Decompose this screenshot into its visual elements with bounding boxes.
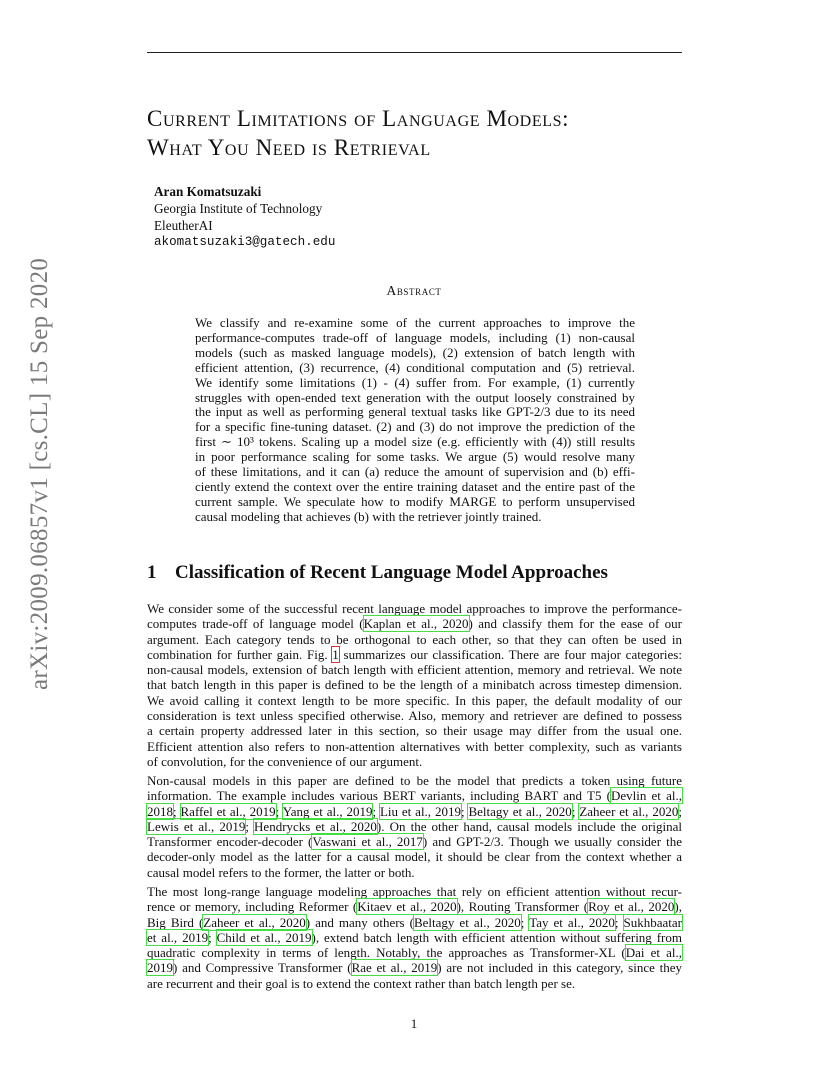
citation-link[interactable]: Devlin et al., [610,788,682,804]
paragraph-line [147,945,682,960]
paragraph-line [147,693,682,708]
page-number: 1 [410,1016,418,1031]
paper-title [147,104,707,162]
text-run: ; [460,803,469,819]
paragraph-line [147,647,682,662]
text-run: ; [245,818,255,834]
text-run: information. The example includes various BERT variants, including BART and T5 ( [147,788,611,804]
text-run: computes trade-off of language model ( [147,616,364,632]
text-run: ; [173,803,181,819]
author-email[interactable]: akomatsuzaki3@gatech.edu [154,235,336,249]
section-number: 1 [147,562,157,583]
text-run: Big Bird ( [147,914,204,930]
text-run: ; [275,803,283,819]
text-run: are recurrent and their goal is to extend the context rather than batch length per se. [147,975,576,991]
text-run: ) and many others ( [305,914,414,930]
paragraph-line [147,723,682,738]
author-name: Aran Komatsuzaki [154,184,262,199]
citation-link[interactable]: Child et al., 2019 [216,929,312,945]
paragraph-line [147,616,682,631]
citation-link[interactable]: Raffel et al., 2019 [180,803,276,819]
body-paragraph [147,773,682,880]
text-run: ; [678,803,682,819]
text-run: consideration is text unless specified otherwise. Also, memory and retriever are defined to possess [147,708,682,724]
text-run: ) are not included in this category, since they [437,960,682,976]
paragraph-line [147,834,682,849]
citation-link[interactable]: Kaplan et al., 2020 [363,616,469,632]
citation-link[interactable]: Kitaev et al., 2020 [357,899,457,915]
text-run: ; [614,914,624,930]
text-run: rence or memory, including Reformer ( [147,899,358,915]
abstract-line: first ∼ 10³ tokens. Scaling up a model size (e.g. efficiently with (4)) still results [195,434,635,450]
arxiv-identifier: arXiv:2009.06857v1 [cs.CL] 15 Sep 2020 [26,257,53,690]
paragraph-line [147,915,682,930]
paragraph-line [147,819,682,834]
citation-link[interactable]: 2019 [147,960,173,976]
body-paragraph [147,601,682,769]
title-line-1: Current Limitations of Language Models: [147,106,570,131]
citation-link[interactable]: 2018 [147,803,173,819]
abstract-line: current sample. We speculate how to modify MARGE to perform unsupervised [195,493,635,509]
paragraph-line [147,976,682,991]
text-run: ), [674,899,682,915]
text-run: ; [571,803,580,819]
paragraph-line [147,899,682,914]
body-paragraph [147,884,682,991]
abstract-body [195,316,635,525]
text-run: decoder-only model as the latter for a causal model, it should be clear from the context whether a [147,849,682,865]
abstract-line: of these limitations, and it can (a) reduce the amount of supervision and (b) effi- [195,464,635,480]
paragraph-line [147,677,682,692]
title-line-2: What You Need is Retrieval [147,135,431,160]
abstract-line: We identify some limitations (1) - (4) suffer from. For example, (1) currently [195,374,635,390]
text-run: non-causal models, extension of batch length with efficient attention, memory and retrieval. We note [147,662,682,678]
citation-link[interactable]: Sukhbaatar [623,914,682,930]
paragraph-line [147,788,682,803]
abstract-line: models (such as masked language models), (2) extension of batch length with [195,344,635,360]
top-rule [147,52,682,53]
text-run: combination for further gain. Fig. [147,646,333,662]
abstract-line: struggles with open-ended text generation with the output loosely constrained by [195,389,635,405]
text-run: ; [520,914,530,930]
citation-link[interactable]: Beltagy et al., 2020 [413,914,521,930]
paragraph-line [147,739,682,754]
text-run: ; [208,929,217,945]
paragraph-line [147,632,682,647]
arxiv-side-stamp [26,257,53,690]
abstract-heading: Abstract [386,283,442,298]
abstract-line: causal modeling that achieves (b) with the retriever jointly trained. [195,508,542,524]
citation-link[interactable]: Zaheer et al., 2020 [203,914,306,930]
citation-link[interactable]: Dai et al., [625,945,682,961]
text-run: ) and classify them for the ease of our [468,616,682,632]
text-run: quadratic complexity in terms of length. Notably, the approaches as Transformer-XL ( [147,945,626,961]
paragraph-line [147,804,682,819]
text-run: Transformer encoder-decoder ( [147,834,313,850]
citation-link[interactable]: Roy et al., 2020 [588,899,675,915]
text-run: argument. Each category tends to be orthogonal to each other, so that they can often be used in [147,631,682,647]
text-run: ). On the other hand, causal models include the original [376,818,682,834]
text-run: ), extend batch length with efficient attention without suffering from [311,929,682,945]
text-run: a certain property addressed later in this section, so their usage may differ from the usual one. [147,723,682,739]
text-run: ; [372,803,380,819]
citation-link[interactable]: Zaheer et al., 2020 [579,803,679,819]
abstract-line: the input as well as performing general textual tasks like GPT-2/3 due to its need [195,404,635,420]
citation-link[interactable]: Yang et al., 2019 [282,803,373,819]
text-run: Efficient attention also refers to non-attention alternatives with better complexity, such as variants [147,738,682,754]
abstract-line: performance-computes trade-off of language models, including (1) non-causal [195,329,635,345]
text-run: ) and GPT-2/3. Though we usually consider the [422,834,682,850]
text-run: causal model refers to the former, the latter or both. [147,864,415,880]
section-heading [147,562,608,584]
citation-link[interactable]: Hendrycks et al., 2020 [254,818,377,834]
author-affiliation-2: EleutherAI [154,218,213,233]
author-block [154,183,335,251]
abstract-line: for a specific fine-tuning dataset. (2) and (3) do not improve the prediction of the [195,419,635,435]
text-run: summarizes our classification. There are four major categories: [338,646,682,662]
abstract-line: in poor performance scaling for some tasks. We argue (5) would resolve many [195,449,635,465]
text-run: We consider some of the successful recent language model approaches to improve the performance- [147,601,682,616]
paragraph-line [147,708,682,723]
author-affiliation-1: Georgia Institute of Technology [154,201,323,216]
citation-link[interactable]: Rae et al., 2019 [351,960,438,976]
citation-link[interactable]: Tay et al., 2020 [529,914,615,930]
citation-link[interactable]: Lewis et al., 2019 [147,818,246,834]
text-run: of convolution, for the convenience of our argument. [147,753,423,769]
paragraph-line [147,865,682,880]
paragraph-line [147,849,682,864]
paragraph-line [147,930,682,945]
section-title: Classification of Recent Language Model Approaches [175,562,608,583]
abstract-line: ciently extend the context over the entire training dataset and the entire past of the [195,478,635,494]
figure-reference-link[interactable]: 1 [332,646,339,662]
citation-link[interactable]: Beltagy et al., 2020 [468,803,572,819]
paragraph-line [147,601,682,616]
citation-link[interactable]: Liu et al., 2019 [379,803,461,819]
text-run: The most long-range language modeling approaches that rely on efficient attention without recur- [147,884,682,899]
text-run: ) and Compressive Transformer ( [173,960,352,976]
text-run: that batch length in this paper is defined to be the length of a minibatch across timestep dimension. [147,677,682,693]
text-run: Non-causal models in this paper are defined to be the model that predicts a token using future [147,773,682,788]
citation-link[interactable]: et al., 2019 [147,929,209,945]
paragraph-line [147,960,682,975]
text-run: We avoid calling it context length to be more specific. In this paper, the default modality of our [147,692,682,708]
abstract-line: We classify and re-examine some of the current approaches to improve the [195,315,635,330]
paragraph-line [147,662,682,677]
paragraph-line [147,884,682,899]
paragraph-line [147,754,682,769]
text-run: ), Routing Transformer ( [456,899,589,915]
abstract-line: efficient attention, (3) recurrence, (4) conditional computation and (5) retrieval. [195,359,635,375]
citation-link[interactable]: Vaswani et al., 2017 [312,834,423,850]
paragraph-line [147,773,682,788]
